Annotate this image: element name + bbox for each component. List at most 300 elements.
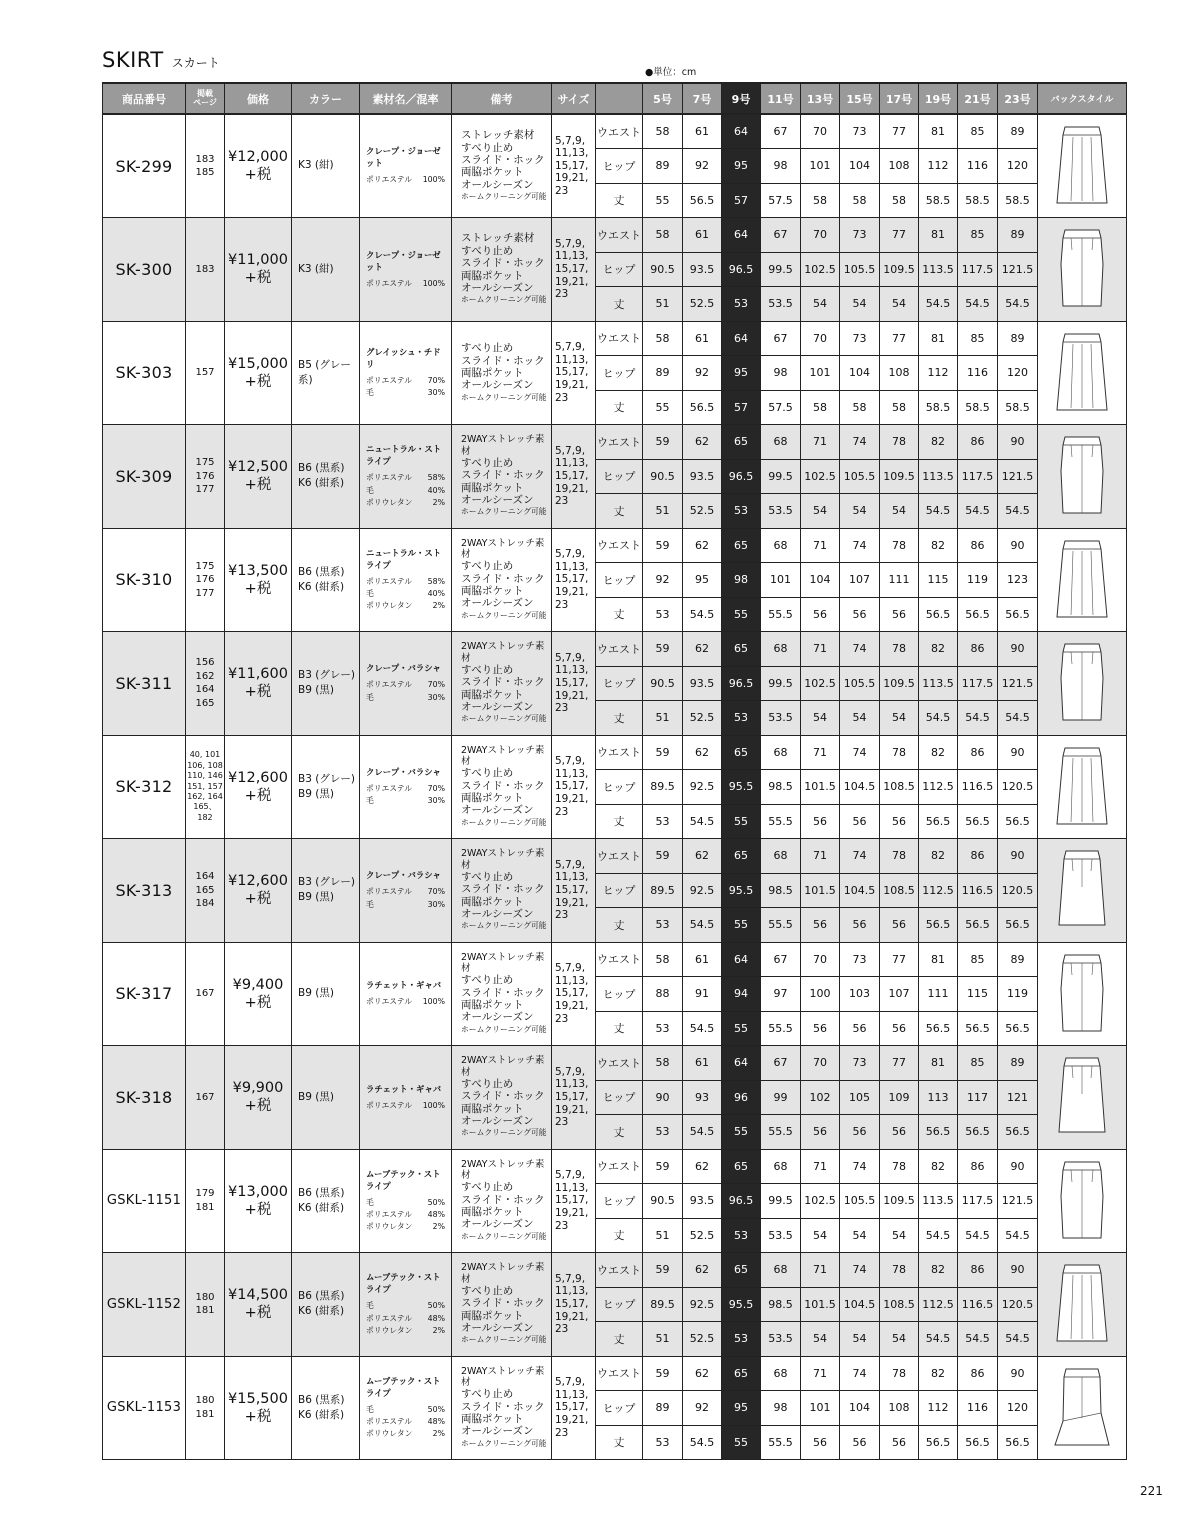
price-cell	[225, 321, 292, 425]
size-list-line: 5,7,9,	[555, 1376, 586, 1389]
measure-value: 90.5	[643, 1184, 683, 1219]
measure-value: 68	[761, 1253, 801, 1288]
measure-value: 89.5	[643, 770, 683, 805]
measure-value: 90	[998, 1149, 1038, 1184]
measure-value: 56.5	[958, 1425, 998, 1460]
measure-value: 104.5	[840, 873, 880, 908]
measure-label: 丈	[596, 494, 643, 529]
measure-value: 78	[880, 528, 919, 563]
size-list-line: 19,21,	[555, 793, 589, 806]
measure-label: 丈	[596, 1425, 643, 1460]
measure-value: 77	[880, 114, 919, 149]
measure-value: 56	[840, 597, 880, 632]
measure-value: 85	[958, 218, 998, 253]
measure-label: ヒップ	[596, 149, 643, 184]
note-line: オールシーズン	[461, 493, 534, 506]
measure-label: ヒップ	[596, 1080, 643, 1115]
measure-value: 108.5	[880, 770, 919, 805]
product-code: SK-303	[103, 321, 186, 425]
measure-value: 68	[761, 839, 801, 874]
measure-value: 55	[722, 804, 761, 839]
measure-value: 56.5	[683, 183, 722, 218]
catalog-page: 180	[195, 1291, 215, 1303]
measure-value: 98.5	[761, 1287, 801, 1322]
measure-value: 53	[643, 908, 683, 943]
table-row	[103, 1149, 1127, 1184]
price: ¥9,400	[232, 976, 284, 993]
measure-label: ヒップ	[596, 563, 643, 598]
note-small: ホームクリーニング可能	[461, 1024, 547, 1034]
measure-value: 98.5	[761, 873, 801, 908]
a-line-skirt-icon	[1040, 1054, 1124, 1140]
measure-value: 53.5	[761, 1322, 801, 1357]
measure-value: 104	[840, 356, 880, 391]
measure-value: 112.5	[919, 1287, 958, 1322]
measure-value: 104	[801, 563, 840, 598]
measure-value: 112	[919, 149, 958, 184]
color-name: B6 (黒系)	[298, 1393, 345, 1406]
size-list-line: 15,17,	[555, 573, 589, 586]
size-list-line: 19,21,	[555, 1000, 589, 1013]
price: ¥14,500	[228, 1287, 288, 1304]
measure-value: 77	[880, 218, 919, 253]
size-list-line: 5,7,9,	[555, 548, 586, 561]
size-list-line: 15,17,	[555, 1090, 589, 1103]
header-size-11: 11号	[761, 83, 801, 114]
measure-value: 56	[801, 1011, 840, 1046]
back-style-cell	[1038, 1356, 1127, 1460]
size-list-line: 11,13,	[555, 767, 589, 780]
note-line: 両脇ポケット	[461, 1102, 524, 1115]
price: ¥11,000	[228, 252, 288, 269]
measure-value: 54.5	[683, 1115, 722, 1150]
price: ¥12,600	[228, 873, 288, 890]
measure-value: 121.5	[998, 1184, 1038, 1219]
product-code: SK-310	[103, 528, 186, 632]
size-list-line: 19,21,	[555, 172, 589, 185]
measure-label: ヒップ	[596, 977, 643, 1012]
measure-label: ウエスト	[596, 839, 643, 874]
catalog-page: 162	[195, 670, 215, 682]
measure-value: 100	[801, 977, 840, 1012]
measure-value: 116.5	[958, 770, 998, 805]
notes-cell	[452, 1046, 552, 1150]
measure-value: 56.5	[919, 804, 958, 839]
sizes-cell	[552, 425, 596, 529]
size-list-line: 19,21,	[555, 1414, 589, 1427]
size-list-line: 11,13,	[555, 974, 589, 987]
measure-value: 109.5	[880, 1184, 919, 1219]
measure-value: 54.5	[683, 1011, 722, 1046]
note-small: ホームクリーニング可能	[461, 507, 547, 517]
measure-label: ヒップ	[596, 459, 643, 494]
measure-value: 93	[683, 1080, 722, 1115]
tax-note: +税	[244, 167, 272, 183]
measure-value: 82	[919, 735, 958, 770]
price: ¥9,900	[232, 1080, 284, 1097]
color-name: B3 (グレー)	[298, 876, 355, 889]
measure-value: 109.5	[880, 459, 919, 494]
measure-label: 丈	[596, 1218, 643, 1253]
measure-value: 54.5	[919, 494, 958, 529]
measure-value: 81	[919, 1046, 958, 1081]
page-number: 221	[1140, 1484, 1163, 1498]
tight-skirt-icon	[1040, 226, 1124, 312]
measure-value: 53	[643, 1011, 683, 1046]
measure-value: 105	[840, 1080, 880, 1115]
measure-value: 86	[958, 839, 998, 874]
note-line: スライド・ホック	[461, 986, 545, 999]
measure-value: 82	[919, 1149, 958, 1184]
measure-value: 67	[761, 218, 801, 253]
measure-value: 67	[761, 942, 801, 977]
measure-value: 121.5	[998, 666, 1038, 701]
notes-cell	[452, 1253, 552, 1357]
measure-value: 95	[722, 149, 761, 184]
measure-label: ウエスト	[596, 1253, 643, 1288]
note-line: すべり止め	[461, 342, 514, 355]
measure-value: 71	[801, 1356, 840, 1391]
material-name: ニュートラル・ストライプ	[366, 547, 442, 570]
note-line: 2WAYストレッチ素材	[461, 1055, 545, 1078]
measure-value: 89	[998, 942, 1038, 977]
measure-label: 丈	[596, 1115, 643, 1150]
note-line: 両脇ポケット	[461, 1413, 524, 1426]
measure-value: 91	[683, 977, 722, 1012]
measure-label: ウエスト	[596, 114, 643, 149]
measure-value: 105.5	[840, 459, 880, 494]
measure-value: 96.5	[722, 459, 761, 494]
measure-value: 54.5	[683, 597, 722, 632]
tax-note: +税	[244, 891, 272, 908]
color-name: B6 (黒系)	[298, 462, 345, 475]
measure-value: 113.5	[919, 252, 958, 287]
measure-value: 54	[801, 494, 840, 529]
price-cell	[225, 839, 292, 943]
color-cell	[292, 839, 360, 943]
measure-value: 68	[761, 632, 801, 667]
measure-value: 62	[683, 425, 722, 460]
measure-value: 111	[919, 977, 958, 1012]
measure-value: 71	[801, 839, 840, 874]
material-ratio: 毛 30%	[366, 692, 445, 702]
note-small: ホームクリーニング可能	[461, 392, 547, 402]
measure-value: 53	[722, 287, 761, 322]
measure-value: 98	[761, 149, 801, 184]
measure-value: 86	[958, 632, 998, 667]
header-size-19: 19号	[919, 83, 958, 114]
measure-value: 92.5	[683, 873, 722, 908]
measure-value: 56.5	[958, 908, 998, 943]
size-list-line: 19,21,	[555, 1207, 589, 1220]
tax-note: +税	[244, 580, 272, 597]
measure-value: 59	[643, 1149, 683, 1184]
size-list-line: 5,7,9,	[555, 341, 586, 354]
measure-label: ヒップ	[596, 873, 643, 908]
measure-value: 54	[840, 1322, 880, 1357]
measure-value: 93.5	[683, 459, 722, 494]
note-line: 両脇ポケット	[461, 1309, 524, 1322]
size-list-line: 19,21,	[555, 379, 589, 392]
measure-label: 丈	[596, 804, 643, 839]
table-row	[103, 1356, 1127, 1391]
table-row	[103, 839, 1127, 874]
measure-value: 99.5	[761, 666, 801, 701]
material-cell	[360, 1149, 452, 1253]
measure-value: 90	[998, 735, 1038, 770]
size-list-line: 23	[555, 909, 569, 922]
measure-label: ウエスト	[596, 942, 643, 977]
material-name: ムーブテック・ストライプ	[366, 1375, 441, 1398]
note-small: ホームクリーニング可能	[461, 295, 547, 305]
material-cell	[360, 425, 452, 529]
measure-value: 54	[840, 701, 880, 736]
measure-value: 116	[958, 1391, 998, 1426]
tax-note: +税	[244, 270, 272, 287]
catalog-page: 175	[195, 457, 215, 468]
measure-value: 89.5	[643, 1287, 683, 1322]
color-name: B9 (黒)	[298, 787, 334, 800]
measure-value: 89	[643, 149, 683, 184]
measure-value: 89	[643, 1391, 683, 1426]
note-small: ホームクリーニング可能	[461, 1231, 547, 1241]
measure-value: 56.5	[998, 1011, 1038, 1046]
catalog-pages	[186, 321, 225, 425]
measure-value: 101.5	[801, 1287, 840, 1322]
catalog-page: 151, 157	[187, 781, 223, 791]
catalog-pages	[186, 114, 225, 218]
size-list-line: 5,7,9,	[555, 1065, 586, 1078]
measure-value: 56	[880, 597, 919, 632]
measure-value: 56.5	[958, 804, 998, 839]
measure-value: 68	[761, 1356, 801, 1391]
note-small: ホームクリーニング可能	[461, 817, 547, 827]
measure-value: 71	[801, 1149, 840, 1184]
back-style-cell	[1038, 114, 1127, 218]
measure-value: 65	[722, 425, 761, 460]
measure-label: 丈	[596, 390, 643, 425]
measure-value: 54.5	[958, 701, 998, 736]
measure-value: 53	[722, 1218, 761, 1253]
header-size-7: 7号	[683, 83, 722, 114]
measure-value: 53	[722, 701, 761, 736]
sizes-cell	[552, 1356, 596, 1460]
header-size-5: 5号	[643, 83, 683, 114]
measure-label: ウエスト	[596, 321, 643, 356]
measure-value: 62	[683, 1149, 722, 1184]
measure-value: 56	[840, 1115, 880, 1150]
pleated-skirt-icon	[1040, 744, 1124, 830]
measure-value: 57.5	[761, 183, 801, 218]
measure-value: 93.5	[683, 666, 722, 701]
measure-value: 86	[958, 425, 998, 460]
measure-value: 89	[998, 321, 1038, 356]
note-line: オールシーズン	[461, 1425, 534, 1438]
measure-value: 120	[998, 149, 1038, 184]
measure-value: 58.5	[998, 183, 1038, 218]
measure-value: 101	[801, 356, 840, 391]
size-list-line: 23	[555, 495, 569, 508]
measure-value: 99.5	[761, 252, 801, 287]
material-ratio: ポリエステル 70%	[366, 783, 445, 793]
measure-value: 89	[998, 1046, 1038, 1081]
note-line: 両脇ポケット	[461, 688, 524, 701]
header-notes: 備考	[452, 83, 552, 114]
back-style-cell	[1038, 1253, 1127, 1357]
note-line: 2WAYストレッチ素材	[461, 1262, 545, 1285]
measure-value: 82	[919, 425, 958, 460]
note-line: ストレッチ素材	[461, 232, 535, 245]
catalog-page: 164	[195, 684, 215, 696]
note-line: スライド・ホック	[461, 354, 545, 367]
measure-value: 109.5	[880, 666, 919, 701]
measure-value: 104	[840, 1391, 880, 1426]
measure-value: 54	[801, 287, 840, 322]
measure-value: 89	[998, 114, 1038, 149]
tax-note: +税	[244, 994, 272, 1011]
measure-value: 59	[643, 425, 683, 460]
size-list-line: 5,7,9,	[555, 444, 586, 457]
size-list-line: 11,13,	[555, 353, 589, 366]
measure-value: 90	[643, 1080, 683, 1115]
catalog-page: 165	[195, 697, 215, 709]
measure-value: 57.5	[761, 390, 801, 425]
catalog-pages	[186, 1149, 225, 1253]
measure-value: 96.5	[722, 1184, 761, 1219]
material-ratio: 毛 40%	[366, 485, 445, 495]
price-cell	[225, 425, 292, 529]
measure-value: 71	[801, 425, 840, 460]
catalog-page: 165	[195, 884, 215, 896]
product-code: SK-311	[103, 632, 186, 736]
color-cell	[292, 1149, 360, 1253]
measure-value: 115	[958, 977, 998, 1012]
catalog-page: 156	[195, 657, 215, 669]
catalog-page: 185	[195, 167, 215, 178]
measure-value: 59	[643, 1356, 683, 1391]
title-japanese: スカート	[171, 56, 220, 70]
measure-value: 62	[683, 1253, 722, 1288]
note-line: 両脇ポケット	[461, 792, 524, 805]
sizes-cell	[552, 942, 596, 1046]
measure-value: 54.5	[998, 1322, 1038, 1357]
measure-value: 120.5	[998, 873, 1038, 908]
measure-value: 94	[722, 977, 761, 1012]
measure-value: 51	[643, 1322, 683, 1357]
measure-value: 54.5	[998, 701, 1038, 736]
measure-value: 53	[722, 1322, 761, 1357]
header-price: 価格	[225, 83, 292, 114]
product-code: SK-299	[103, 114, 186, 218]
unit-note: ●単位：cm	[645, 67, 697, 78]
color-name: K6 (紺系)	[298, 1201, 345, 1214]
note-line: スライド・ホック	[461, 1297, 545, 1310]
color-cell	[292, 114, 360, 218]
measure-value: 64	[722, 218, 761, 253]
note-line: 2WAYストレッチ素材	[461, 744, 545, 768]
size-list-line: 23	[555, 1323, 569, 1336]
price: ¥12,000	[228, 148, 288, 165]
size-list-line: 23	[555, 1219, 569, 1232]
color-name: K6 (紺系)	[298, 580, 345, 593]
measure-value: 55.5	[761, 804, 801, 839]
tax-note: +税	[244, 1098, 272, 1115]
measure-value: 54	[801, 701, 840, 736]
material-ratio: 毛 50%	[366, 1404, 445, 1414]
measure-value: 56	[880, 1011, 919, 1046]
material-ratio: ポリエステル 100%	[366, 997, 445, 1007]
measure-value: 104.5	[840, 1287, 880, 1322]
notes-cell	[452, 321, 552, 425]
product-code: SK-312	[103, 735, 186, 839]
measure-value: 61	[683, 942, 722, 977]
measure-value: 54.5	[998, 1218, 1038, 1253]
measure-value: 111	[880, 563, 919, 598]
pleated-skirt-icon	[1040, 1261, 1124, 1347]
measure-value: 73	[840, 942, 880, 977]
measure-value: 109.5	[880, 252, 919, 287]
material-ratio: ポリウレタン 2%	[366, 1325, 445, 1335]
note-line: 両脇ポケット	[461, 269, 524, 282]
note-line: 2WAYストレッチ素材	[461, 951, 545, 975]
measure-value: 53	[643, 1115, 683, 1150]
measure-value: 58	[643, 218, 683, 253]
back-style-cell	[1038, 632, 1127, 736]
measure-value: 74	[840, 425, 880, 460]
measure-value: 92.5	[683, 1287, 722, 1322]
measure-value: 90	[998, 632, 1038, 667]
measure-value: 78	[880, 735, 919, 770]
measure-value: 58.5	[958, 390, 998, 425]
measure-value: 54.5	[958, 1322, 998, 1357]
table-row	[103, 218, 1127, 253]
measure-value: 52.5	[683, 1322, 722, 1357]
measure-value: 56.5	[919, 908, 958, 943]
sizes-cell	[552, 321, 596, 425]
catalog-page: 181	[195, 1305, 215, 1317]
measure-value: 120	[998, 1391, 1038, 1426]
material-ratio: ポリエステル 48%	[366, 1210, 445, 1220]
material-name: ムーブテック・ストライプ	[366, 1272, 441, 1295]
measure-value: 108.5	[880, 1287, 919, 1322]
size-list-line: 19,21,	[555, 1103, 589, 1116]
measure-value: 68	[761, 1149, 801, 1184]
back-style-cell	[1038, 735, 1127, 839]
measure-value: 58	[801, 183, 840, 218]
measure-value: 112.5	[919, 873, 958, 908]
measure-value: 56	[840, 1425, 880, 1460]
measure-value: 95.5	[722, 770, 761, 805]
material-name: グレイッシュ・チドリ	[366, 346, 441, 369]
note-line: 両脇ポケット	[461, 585, 524, 598]
notes-cell	[452, 114, 552, 218]
measure-value: 95.5	[722, 873, 761, 908]
material-ratio: ポリエステル 70%	[366, 887, 445, 897]
measure-value: 54	[840, 494, 880, 529]
measure-value: 101	[801, 1391, 840, 1426]
measure-value: 56	[880, 908, 919, 943]
measure-value: 57	[722, 183, 761, 218]
measure-value: 82	[919, 528, 958, 563]
measure-value: 90	[998, 1356, 1038, 1391]
price: ¥15,500	[228, 1390, 288, 1407]
measure-value: 78	[880, 839, 919, 874]
measure-value: 92.5	[683, 770, 722, 805]
product-code: SK-317	[103, 942, 186, 1046]
material-cell	[360, 1253, 452, 1357]
measure-value: 70	[801, 218, 840, 253]
back-style-cell	[1038, 218, 1127, 322]
